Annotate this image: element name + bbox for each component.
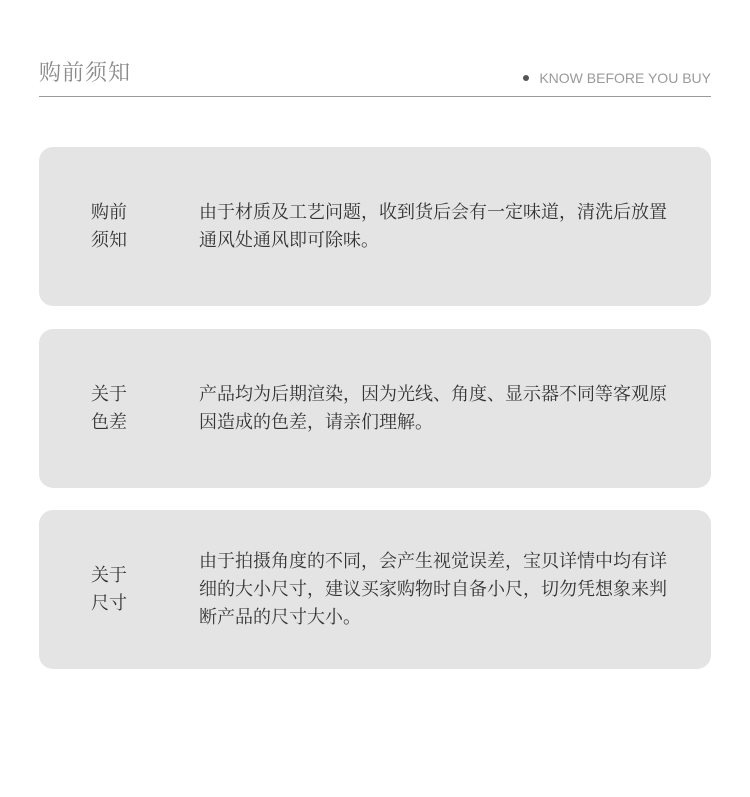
label-line: 色差 [91, 412, 127, 433]
section-title: 购前须知 [39, 61, 132, 86]
notice-card-label [91, 199, 151, 255]
notice-card-text: 产品均为后期渲染，因为光线、角度、显示器不同等客观原因造成的色差，请亲们理解。 [199, 384, 667, 433]
section-subtitle [523, 69, 711, 87]
bullet-dot-icon [523, 75, 529, 81]
notice-card-label [91, 562, 151, 618]
label-line: 关于 [91, 565, 127, 586]
section-subtitle-text: KNOW BEFORE YOU BUY [539, 70, 711, 86]
notice-card-purchase [39, 147, 711, 306]
label-line: 须知 [91, 230, 127, 251]
notice-card-text: 由于材质及工艺问题，收到货后会有一定味道，清洗后放置通风处通风即可除味。 [199, 202, 667, 251]
label-line: 尺寸 [91, 593, 127, 614]
notice-card-color [39, 329, 711, 488]
label-line: 购前 [91, 202, 127, 223]
notice-card-text: 由于拍摄角度的不同，会产生视觉误差，宝贝详情中均有详细的大小尺寸，建议买家购物时自备小尺，切勿凭想象来判断产品的尺寸大小。 [199, 551, 667, 628]
label-line: 关于 [91, 384, 127, 405]
section-header [39, 60, 711, 97]
notice-card-label [91, 381, 151, 437]
notice-card-size [39, 510, 711, 669]
